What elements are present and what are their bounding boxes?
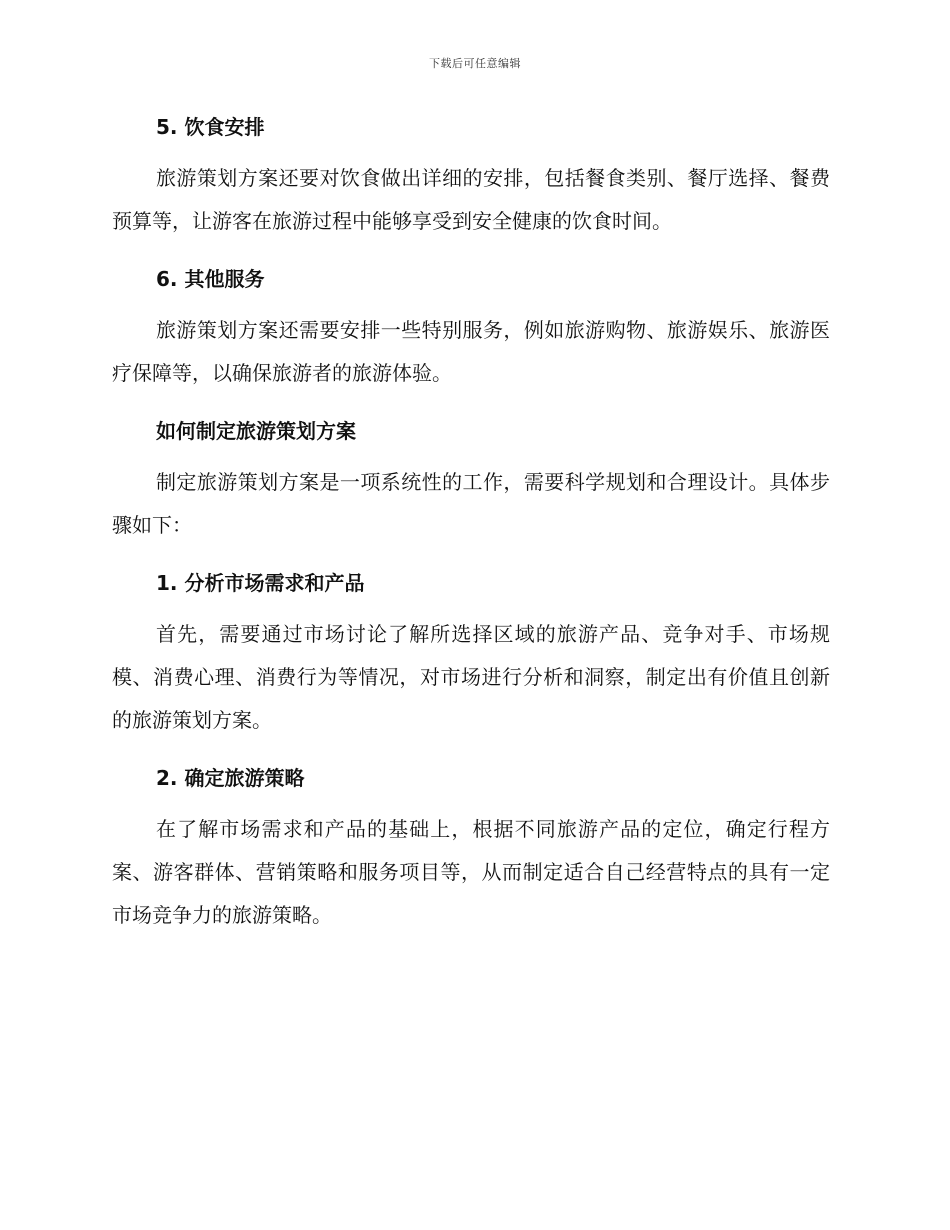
paragraph-how-to-plan: 制定旅游策划方案是一项系统性的工作，需要科学规划和合理设计。具体步骤如下：: [112, 470, 830, 537]
paragraph-diet: 旅游策划方案还要对饮食做出详细的安排，包括餐食类别、餐厅选择、餐费预算等，让游客在旅游过程中能够享受到安全健康的饮食时间。: [112, 166, 830, 233]
document-body: [112, 110, 830, 956]
paragraph-strategy: 在了解市场需求和产品的基础上，根据不同旅游产品的定位，确定行程方案、游客群体、营销策略和服务项目等，从而制定适合自己经营特点的具有一定市场竞争力的旅游策略。: [112, 817, 830, 927]
section-heading-market-analysis: 1. 分析市场需求和产品: [156, 571, 365, 595]
section-heading-diet: 5. 饮食安排: [156, 115, 265, 139]
paragraph-market-analysis: 首先，需要通过市场讨论了解所选择区域的旅游产品、竞争对手、市场规模、消费心理、消费行为等情况，对市场进行分析和洞察，制定出有价值且创新的旅游策划方案。: [112, 622, 830, 732]
section-heading-how-to-plan: 如何制定旅游策划方案: [156, 419, 356, 443]
page-header: 下载后可任意编辑: [429, 57, 521, 70]
section-heading-other-services: 6. 其他服务: [156, 267, 265, 291]
paragraph-other-services: 旅游策划方案还需要安排一些特别服务，例如旅游购物、旅游娱乐、旅游医疗保障等，以确保旅游者的旅游体验。: [112, 318, 830, 385]
section-heading-strategy: 2. 确定旅游策略: [156, 766, 305, 790]
